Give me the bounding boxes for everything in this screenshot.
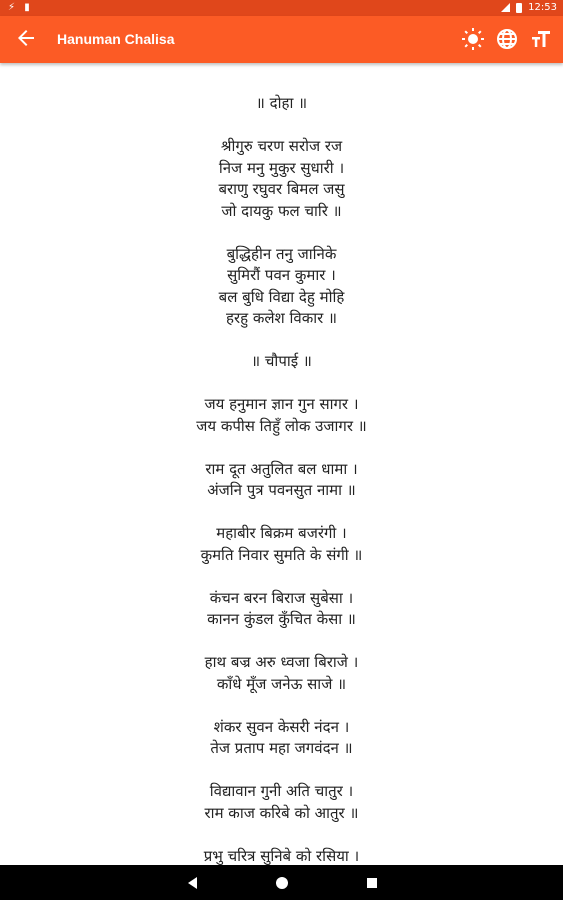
lightning-icon: ⚡	[8, 2, 19, 13]
battery-icon	[516, 3, 522, 13]
verse-line: कानन कुंडल कुँचित केसा ॥	[207, 610, 356, 628]
verse-line: हाथ बज्र अरु ध्वजा बिराजे ।	[204, 653, 359, 671]
page-title: Hanuman Chalisa	[57, 31, 175, 47]
verse-line: शंकर सुवन केसरी नंदन ।	[213, 717, 350, 736]
verse-stanza	[0, 846, 563, 866]
verse-stanza	[0, 136, 563, 222]
status-time: 12:53	[528, 2, 557, 13]
verse-stanza	[0, 781, 563, 824]
status-left-icons	[8, 2, 33, 13]
verse-line: कुमति निवार सुमति के संगी ॥	[200, 545, 363, 564]
verse-line: प्रभु चरित्र सुनिबे को रसिया ।	[203, 846, 360, 865]
verse-stanza	[0, 652, 563, 695]
text-size-icon[interactable]	[529, 27, 553, 51]
verse-stanza	[0, 93, 563, 115]
chalisa-text-area[interactable]	[0, 63, 563, 865]
signal-icon	[501, 3, 510, 12]
verse-line: जय कपीस तिहुँ लोक उजागर ॥	[196, 416, 367, 435]
verse-line: काँधे मूँज जनेऊ साजे ॥	[216, 674, 347, 693]
verse-line: विद्यावान गुनी अति चातुर ।	[209, 782, 354, 800]
arrow-back-icon[interactable]	[14, 26, 38, 50]
verse-line: बुद्धिहीन तनु जानिके	[226, 244, 337, 263]
verse-line: महाबीर बिक्रम बजरंगी ।	[216, 524, 347, 542]
verse-stanza	[0, 523, 563, 566]
recents-square-icon[interactable]	[362, 873, 382, 893]
status-right	[501, 2, 557, 13]
sd-card-icon: ▮	[24, 2, 33, 13]
home-circle-icon[interactable]	[272, 873, 292, 893]
verse-stanza	[0, 394, 563, 437]
verse-line: अंजनि पुत्र पवनसुत नामा ॥	[207, 481, 356, 499]
verse-line: राम दूत अतुलित बल धामा ।	[205, 459, 358, 478]
app-bar	[0, 16, 563, 63]
verse-line: बराणु रघुवर बिमल जसु	[218, 180, 345, 198]
verse-line: जो दायकु फल चारि ॥	[221, 201, 342, 220]
verse-line: राम काज करिबे को आतुर ॥	[204, 803, 359, 822]
verse-line: सुमिरौं पवन कुमार ।	[227, 266, 336, 284]
verse-line: श्रीगुरु चरण सरोज रज	[220, 137, 343, 155]
verse-stanza	[0, 244, 563, 330]
verse-line: निज मनु मुकुर सुधारी ।	[218, 158, 345, 177]
verse-line: तेज प्रताप महा जगवंदन ॥	[210, 739, 353, 757]
navigation-bar	[0, 865, 563, 900]
brightness-icon[interactable]	[461, 27, 485, 51]
back-triangle-icon[interactable]	[183, 873, 203, 893]
verse-line: कंचन बरन बिराज सुबेसा ।	[209, 588, 354, 607]
globe-icon[interactable]	[495, 27, 519, 51]
verse-line: ॥ दोहा ॥	[255, 94, 308, 112]
verse-line: ॥ चौपाई ॥	[251, 352, 312, 370]
verse-stanza	[0, 351, 563, 373]
status-bar	[0, 0, 563, 16]
verse-stanza	[0, 717, 563, 760]
verse-stanza	[0, 459, 563, 502]
verse-line: हरहु कलेश विकार ॥	[225, 309, 337, 327]
verse-stanza	[0, 588, 563, 631]
verse-line: बल बुधि विद्या देहु मोहि	[218, 287, 345, 306]
verse-line: जय हनुमान ज्ञान गुन सागर ।	[204, 395, 359, 413]
verses-container	[0, 63, 563, 865]
